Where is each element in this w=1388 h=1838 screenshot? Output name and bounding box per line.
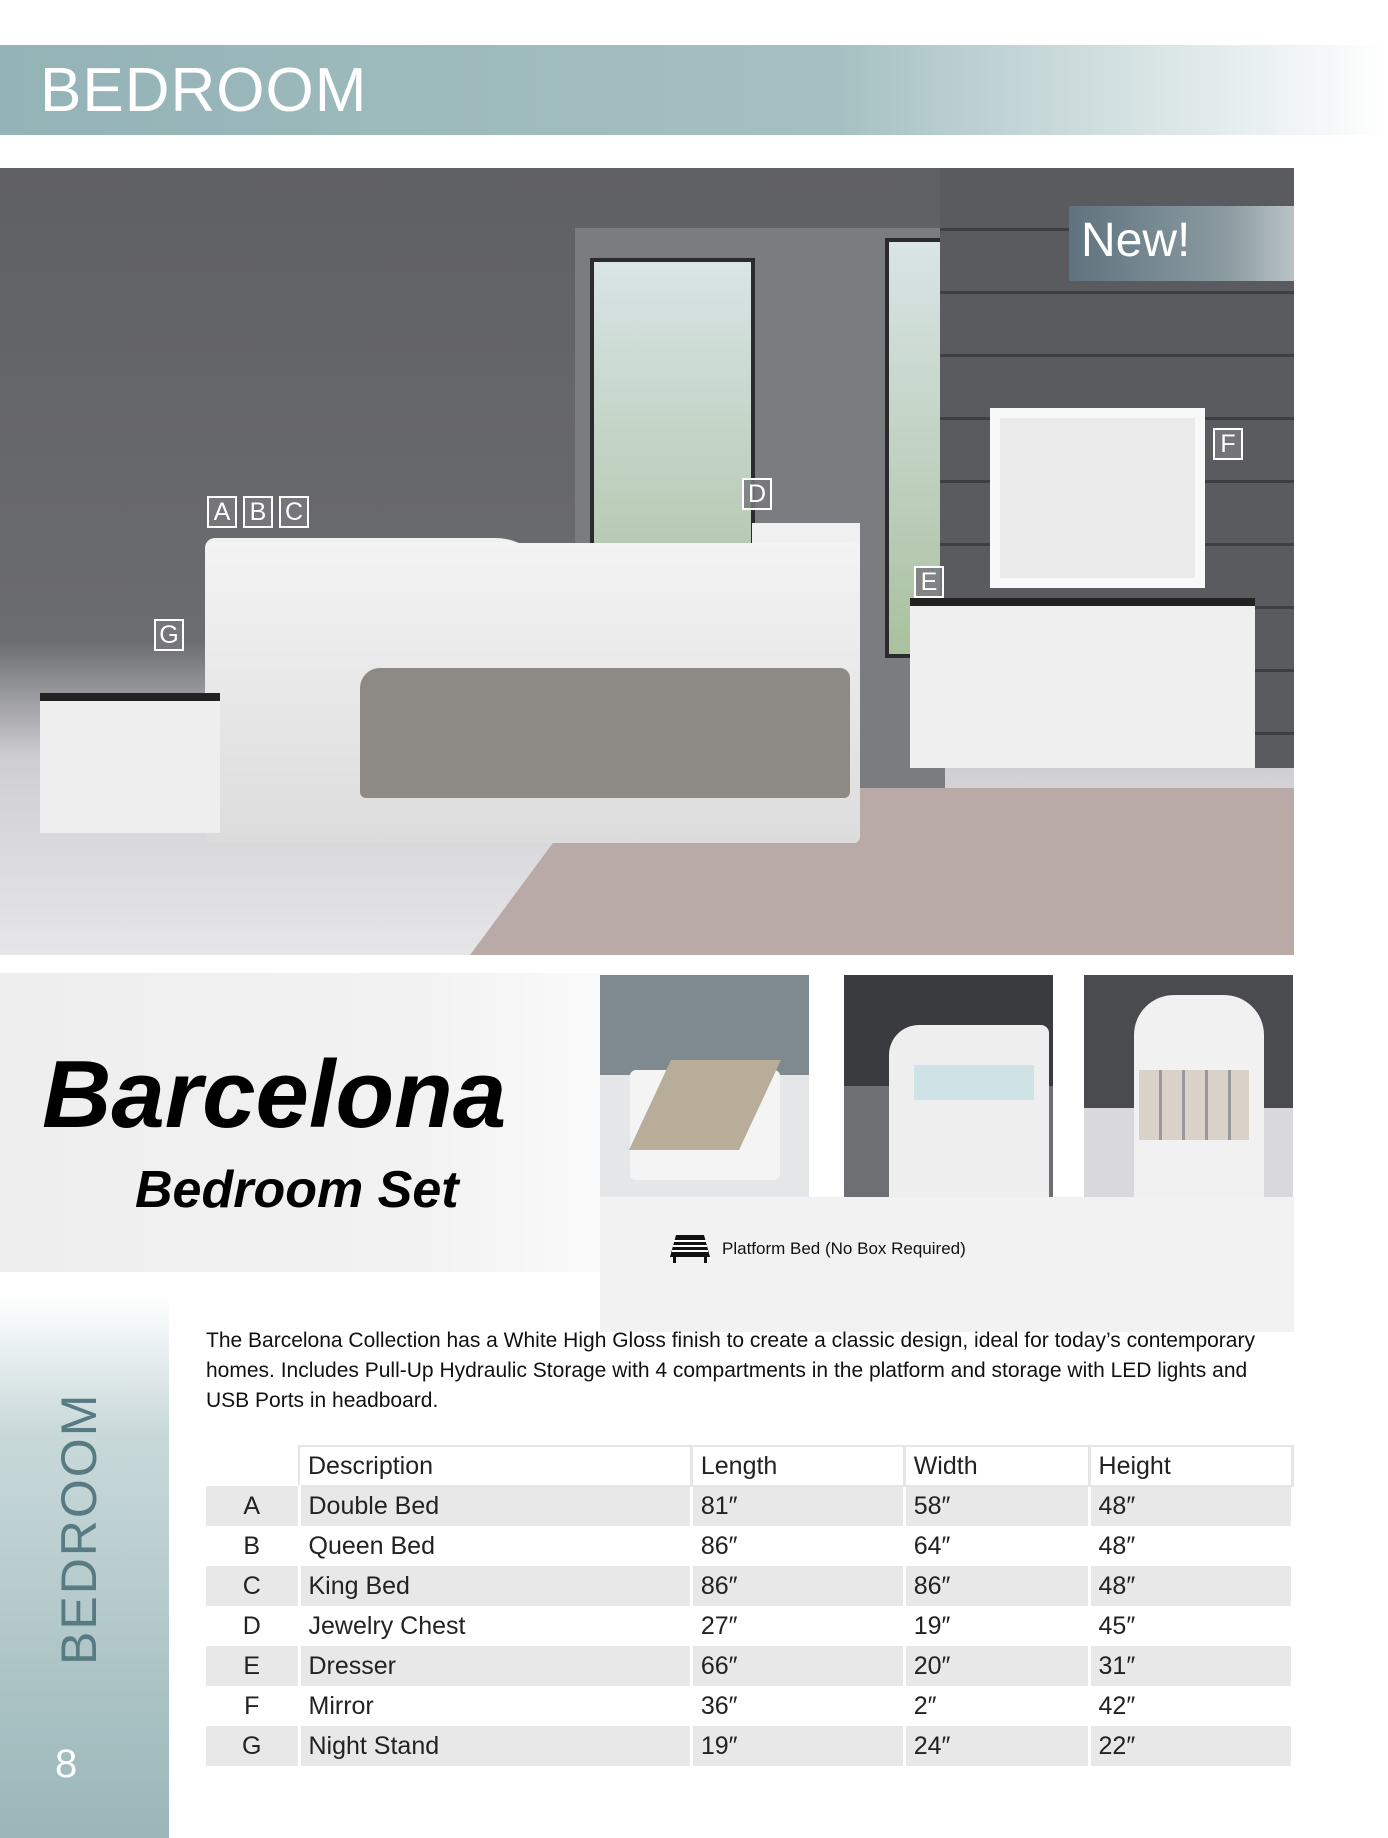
sidebar-label: BEDROOM [51, 1392, 107, 1665]
marker-c: C [279, 496, 309, 528]
bedroom-photo [0, 168, 1294, 955]
marker-g: G [154, 619, 184, 651]
new-badge: New! [1069, 206, 1294, 281]
item-length: 81″ [691, 1486, 904, 1526]
item-description: Queen Bed [299, 1526, 691, 1566]
item-length: 66″ [691, 1646, 904, 1686]
item-letter: G [206, 1726, 299, 1766]
item-length: 27″ [691, 1606, 904, 1646]
marker-d: D [742, 478, 772, 510]
section-title: BEDROOM [40, 56, 368, 125]
item-length: 86″ [691, 1526, 904, 1566]
table-row [206, 1606, 1293, 1646]
thumbnail-headboard [844, 975, 1053, 1197]
marker-b: B [243, 496, 273, 528]
col-length: Length [691, 1446, 904, 1486]
table-row [206, 1646, 1293, 1686]
table-row [206, 1726, 1293, 1766]
platform-bed-label: Platform Bed (No Box Required) [722, 1239, 966, 1258]
item-letter: B [206, 1526, 299, 1566]
item-width: 20″ [904, 1646, 1089, 1686]
item-height: 48″ [1089, 1486, 1292, 1526]
platform-bed-icon [668, 1233, 712, 1265]
item-letter: C [206, 1566, 299, 1606]
product-description: The Barcelona Collection has a White High Gloss finish to create a classic design, ideal for today’s contemporary homes. Includes Pull-Up Hydraulic Storage with 4 compartments in the platform and storage with LED lights and USB Ports in headboard. [206, 1329, 1255, 1412]
table-row [206, 1486, 1293, 1526]
item-letter: A [206, 1486, 299, 1526]
product-subtitle: Bedroom Set [135, 1161, 459, 1219]
col-height: Height [1089, 1446, 1292, 1486]
marker-f: F [1213, 428, 1243, 460]
item-letter: E [206, 1646, 299, 1686]
table-row [206, 1686, 1293, 1726]
item-letter: D [206, 1606, 299, 1646]
item-width: 58″ [904, 1486, 1089, 1526]
item-description: Jewelry Chest [299, 1606, 691, 1646]
item-height: 22″ [1089, 1726, 1292, 1766]
marker-a: A [207, 496, 237, 528]
item-height: 45″ [1089, 1606, 1292, 1646]
thumbnail-storage [600, 975, 809, 1197]
item-width: 24″ [904, 1726, 1089, 1766]
table-header [206, 1446, 1293, 1486]
item-length: 36″ [691, 1686, 904, 1726]
item-description: Dresser [299, 1646, 691, 1686]
col-description: Description [299, 1446, 691, 1486]
platform-bed-feature [668, 1233, 966, 1265]
marker-e: E [914, 566, 944, 598]
item-description: King Bed [299, 1566, 691, 1606]
item-width: 86″ [904, 1566, 1089, 1606]
thumbnail-jewelry-chest [1084, 975, 1293, 1197]
dimensions-table [206, 1445, 1294, 1766]
item-height: 42″ [1089, 1686, 1292, 1726]
item-width: 2″ [904, 1686, 1089, 1726]
item-length: 86″ [691, 1566, 904, 1606]
table-row [206, 1566, 1293, 1606]
item-description: Double Bed [299, 1486, 691, 1526]
section-header [0, 45, 1388, 135]
page-number: 8 [55, 1742, 78, 1786]
item-height: 48″ [1089, 1566, 1292, 1606]
item-height: 48″ [1089, 1526, 1292, 1566]
item-width: 64″ [904, 1526, 1089, 1566]
item-height: 31″ [1089, 1646, 1292, 1686]
product-title: Barcelona [42, 1041, 507, 1148]
item-description: Night Stand [299, 1726, 691, 1766]
col-width: Width [904, 1446, 1089, 1486]
item-width: 19″ [904, 1606, 1089, 1646]
item-description: Mirror [299, 1686, 691, 1726]
table-row [206, 1526, 1293, 1566]
item-letter: F [206, 1686, 299, 1726]
item-length: 19″ [691, 1726, 904, 1766]
